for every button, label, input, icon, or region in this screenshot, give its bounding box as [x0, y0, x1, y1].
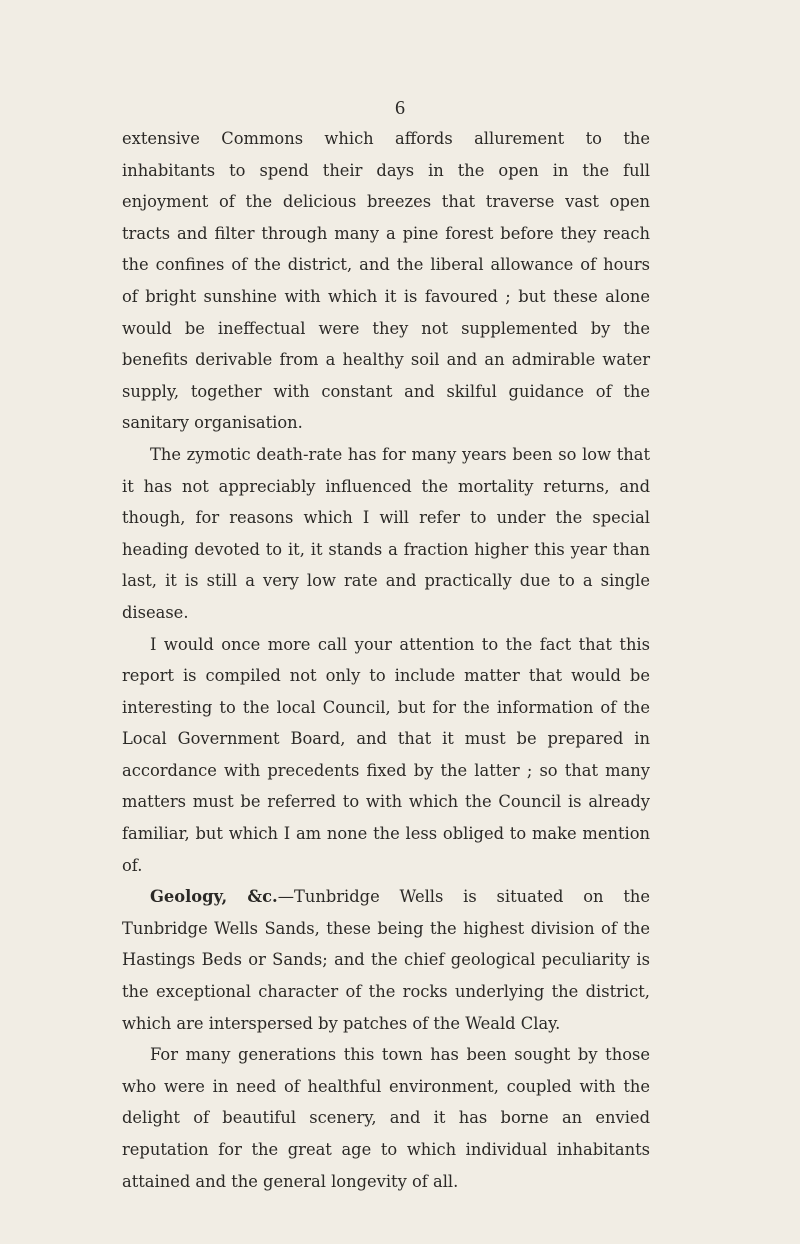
body-text: [122, 123, 650, 1197]
paragraph-reputation: For many generations this town has been sought by those who were in need of healthful environment, coupled with the delight of beautiful scenery, and it has borne an envied reputation for the great age to which individual inhabitants attained and the general longevity of all.: [122, 1045, 650, 1191]
geology-text: —Tunbridge Wells is situated on the Tunbridge Wells Sands, these being the highest division of the Hastings Beds or Sands; and the chief geological peculiarity is the exceptional character of the rocks underlying the district, which are interspersed by patches of the Weald Clay.: [122, 887, 650, 1033]
paragraph-commons: extensive Commons which affords allurement to the inhabitants to spend their days in the open in the full enjoyment of the delicious breezes that traverse vast open tracts and filter through many a pine forest before they reach the confines of the district, and the liberal allowance of hours of bright sunshine with which it is favoured ; but these alone would be ineffectual were they not supplemented by the benefits derivable from a healthy soil and an admirable water supply, together with constant and skilful guidance of the sanitary organisation.: [122, 129, 650, 433]
section-heading-geology: Geology, &c.: [150, 887, 278, 907]
paragraph-report-compilation: I would once more call your attention to the fact that this report is compiled not only to include matter that would be interesting to the local Council, but for the information of the Local Government Board, and that it must be prepared in accordance with precedents fixed by the latter ; so that many matters must be referred to with which the Council is already familiar, but which I am none the less obliged to make mention of.: [122, 634, 650, 875]
paragraph-zymotic-death-rate: The zymotic death-rate has for many years been so low that it has not appreciably influenced the mortality returns, and though, for reasons which I will refer to under the special heading devoted to it, it stands a fraction higher this year than last, it is still a very low rate and practically due to a single disease.: [122, 444, 650, 622]
paragraph-geology: [122, 881, 650, 1039]
page-number: 6: [395, 97, 405, 119]
